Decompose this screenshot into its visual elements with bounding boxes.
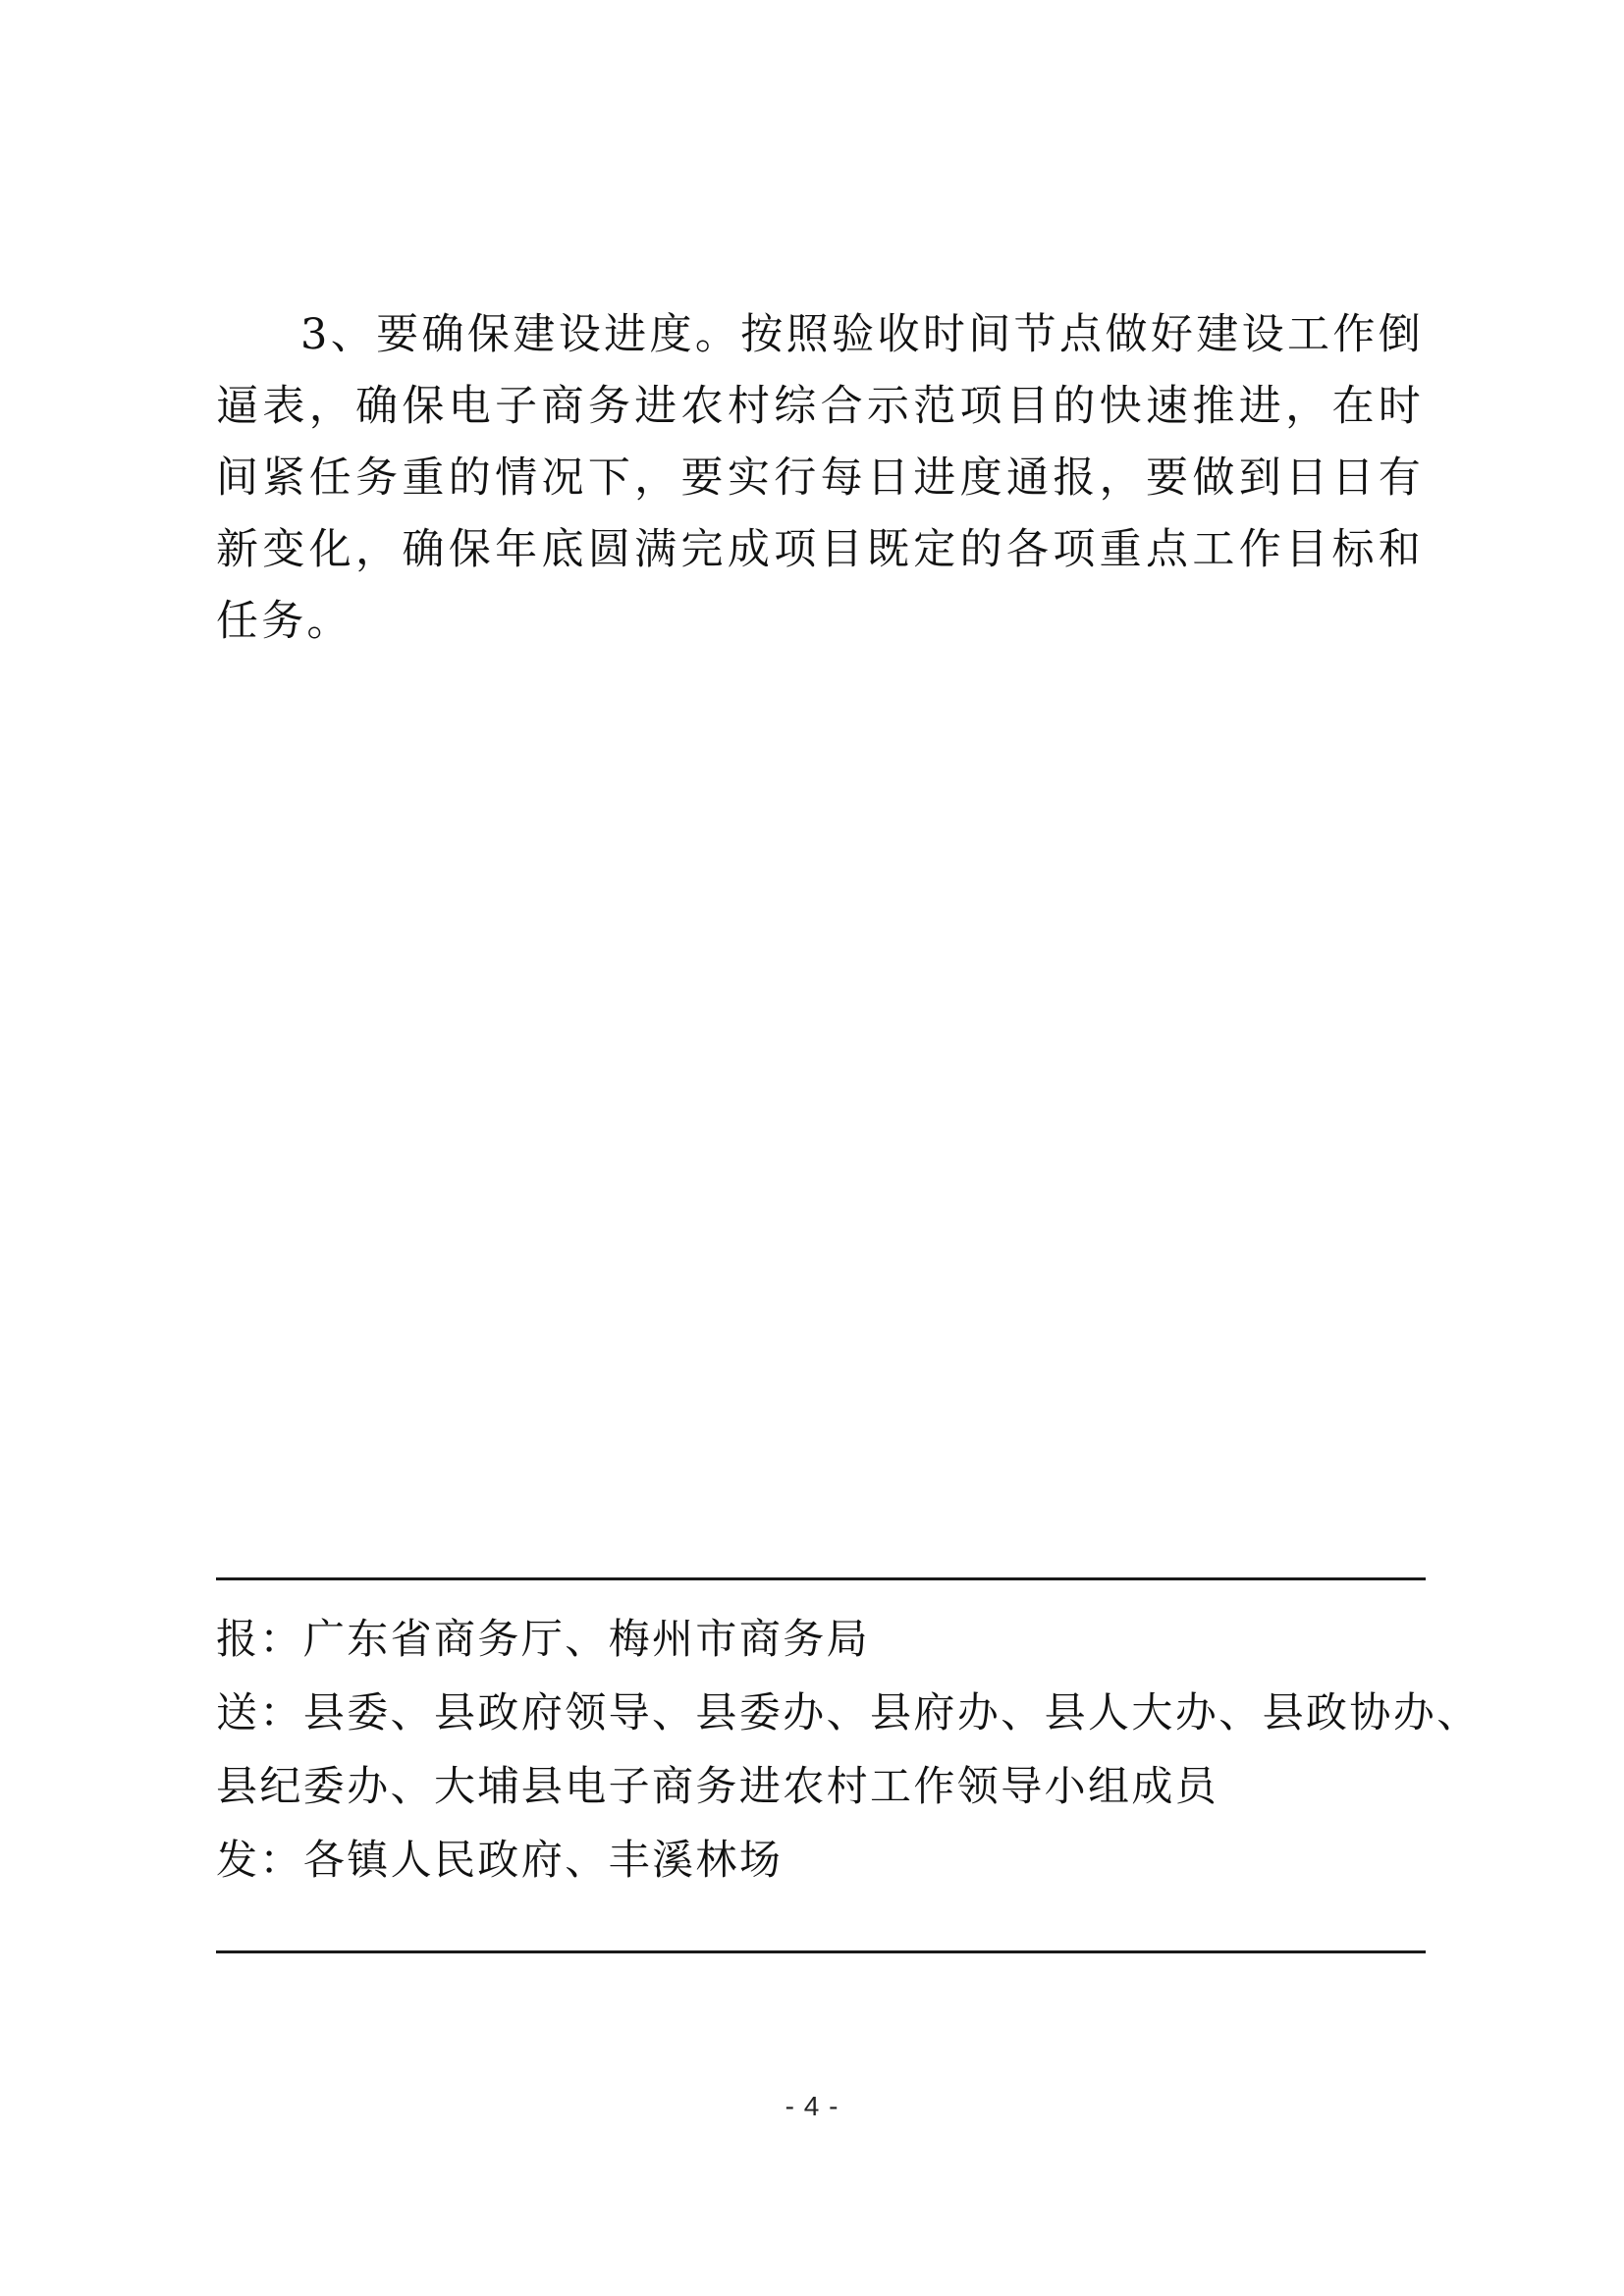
distribution-block	[216, 1602, 1481, 1896]
distribution-top-rule	[216, 1577, 1426, 1580]
distribution-bottom-rule	[216, 1950, 1426, 1953]
issue-to-recipients: 各镇人民政府、丰溪林场	[302, 1836, 784, 1884]
send-to-continuation-line	[216, 1749, 1426, 1823]
body-paragraph-3: 3、要确保建设进度。按照验收时间节点做好建设工作倒逼表，确保电子商务进农村综合示范项目的快速推进，在时间紧任务重的情况下，要实行每日进度通报，要做到日日有新变化，确保年底圆满完成项目既定的各项重点工作目标和任务。	[216, 310, 1424, 646]
send-to-line	[216, 1676, 1481, 1749]
report-to-recipients: 广东省商务厅、梅州市商务局	[302, 1615, 871, 1663]
issue-to-line	[216, 1823, 1426, 1896]
report-to-line	[216, 1602, 1426, 1676]
report-to-label: 报：	[216, 1615, 303, 1663]
send-to-label: 送：	[216, 1688, 303, 1736]
page-number: - 4 -	[785, 2091, 839, 2121]
send-to-recipients-line2: 县纪委办、大埔县电子商务进农村工作领导小组成员	[216, 1762, 1219, 1810]
send-to-recipients-line1: 县委、县政府领导、县委办、县府办、县人大办、县政协办、	[302, 1688, 1481, 1736]
issue-to-label: 发：	[216, 1836, 303, 1884]
